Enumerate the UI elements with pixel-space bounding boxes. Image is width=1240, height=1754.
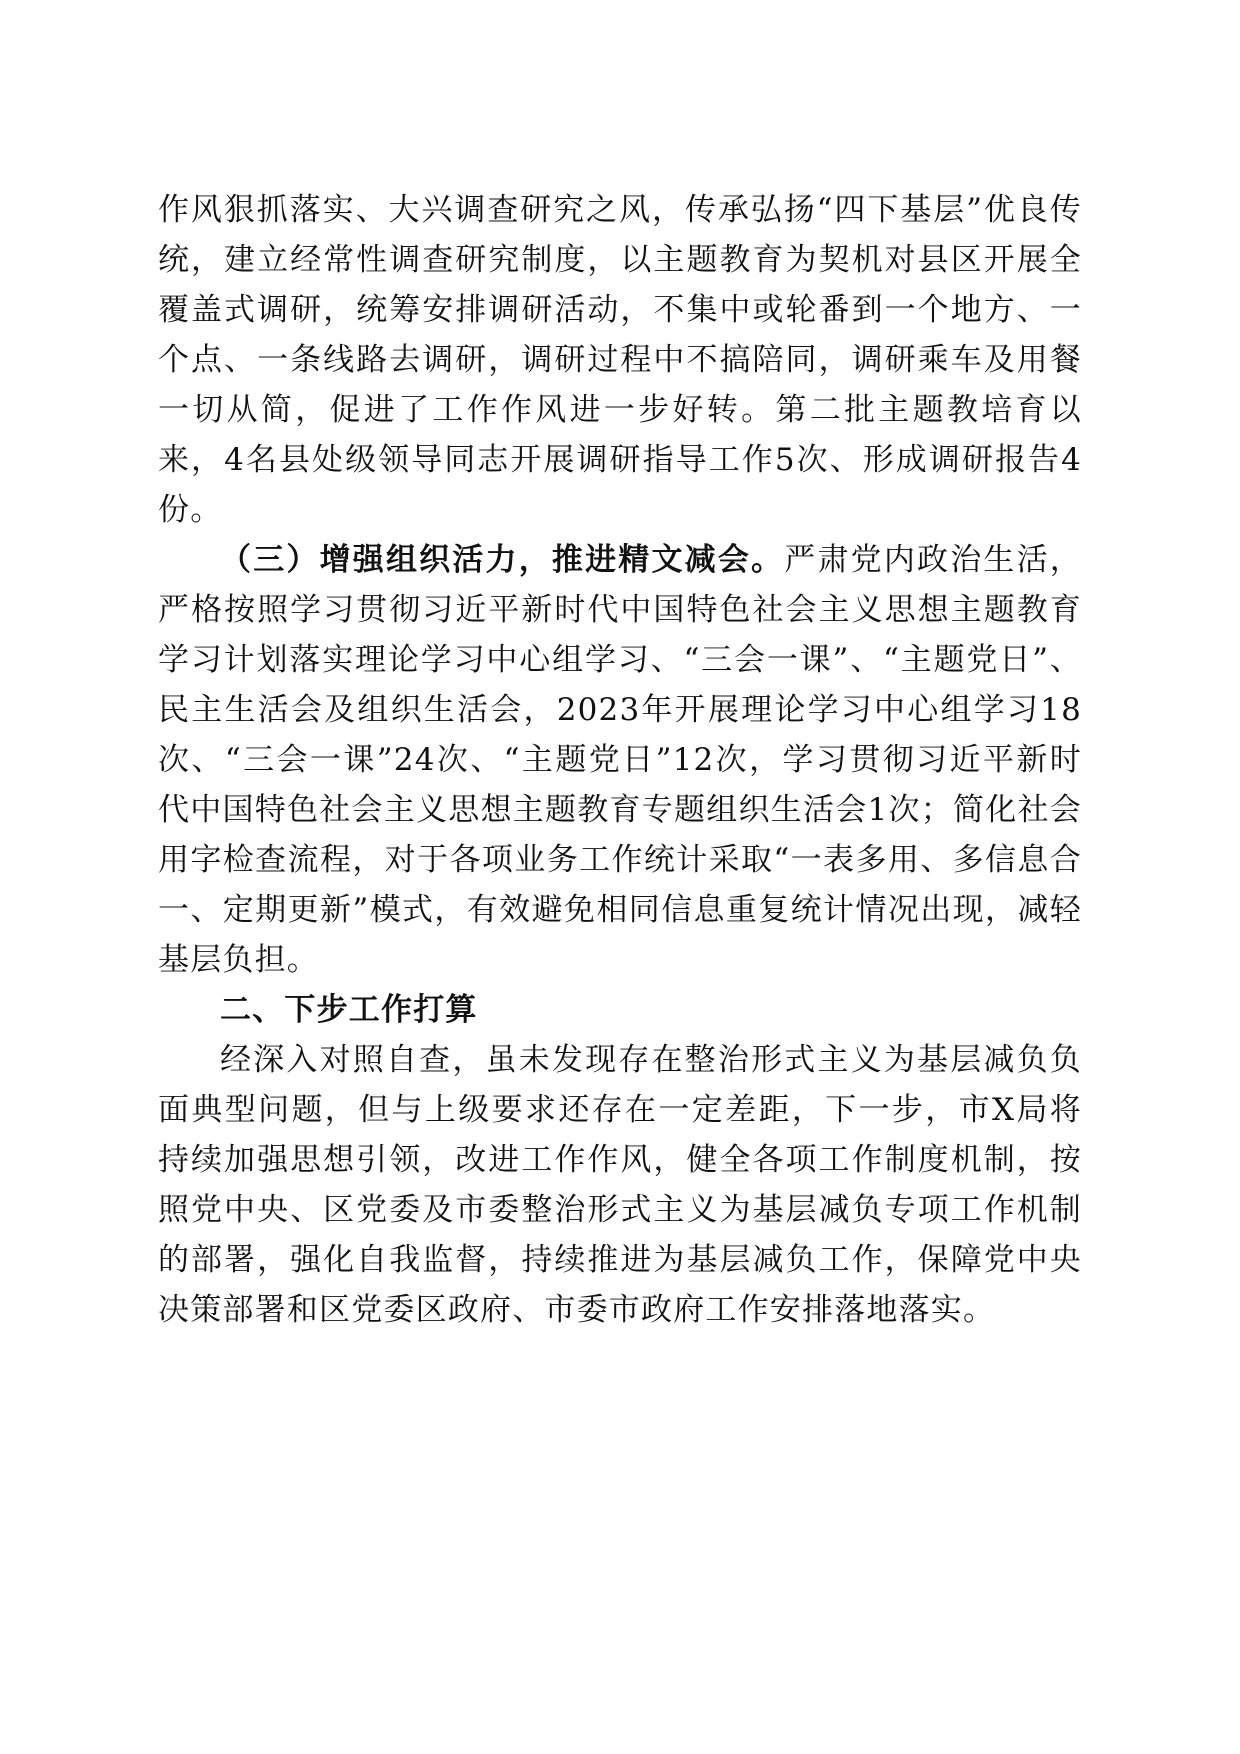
section-heading: 二、下步工作打算: [220, 992, 478, 1028]
subsection-body: 严肃党内政治生活，严格按照学习贯彻习近平新时代中国特色社会主义思想主题教育学习计划落实理论学习中心组学习、“三会一课”、“主题党日”、民主生活会及组织生活会，2023年开展理论学习中心组学习18次、“三会一课”24次、“主题党日”12次，学习贯彻习近平新时代中国特色社会主义思想主题教育专题组织生活会1次；简化社会用字检查流程，对于各项业务工作统计采取“一表多用、多信息合一、定期更新”模式，有效避免相同信息重复统计情况出现，减轻基层负担。: [158, 542, 1082, 978]
paragraph-continuation: 作风狠抓落实、大兴调查研究之风，传承弘扬“四下基层”优良传统，建立经常性调查研究制度，以主题教育为契机对县区开展全覆盖式调研，统筹安排调研活动，不集中或轮番到一个地方、一个点、一条线路去调研，调研过程中不搞陪同，调研乘车及用餐一切从简，促进了工作作风进一步好转。第二批主题教培育以来，4名县处级领导同志开展调研指导工作5次、形成调研报告4份。: [158, 192, 1082, 528]
paragraph-organization-vitality: [158, 535, 1082, 985]
document-body: [158, 185, 1082, 1335]
paragraph-next-steps: 经深入对照自查，虽未发现存在整治形式主义为基层减负负面典型问题，但与上级要求还存在一定差距，下一步，市X局将持续加强思想引领，改进工作作风，健全各项工作制度机制，按照党中央、区党委及市委整治形式主义为基层减负专项工作机制的部署，强化自我监督，持续推进为基层减负工作，保障党中央决策部署和区党委区政府、市委市政府工作安排落地落实。: [158, 1042, 1082, 1328]
subsection-heading: （三）增强组织活力，推进精文减会。: [220, 542, 785, 578]
